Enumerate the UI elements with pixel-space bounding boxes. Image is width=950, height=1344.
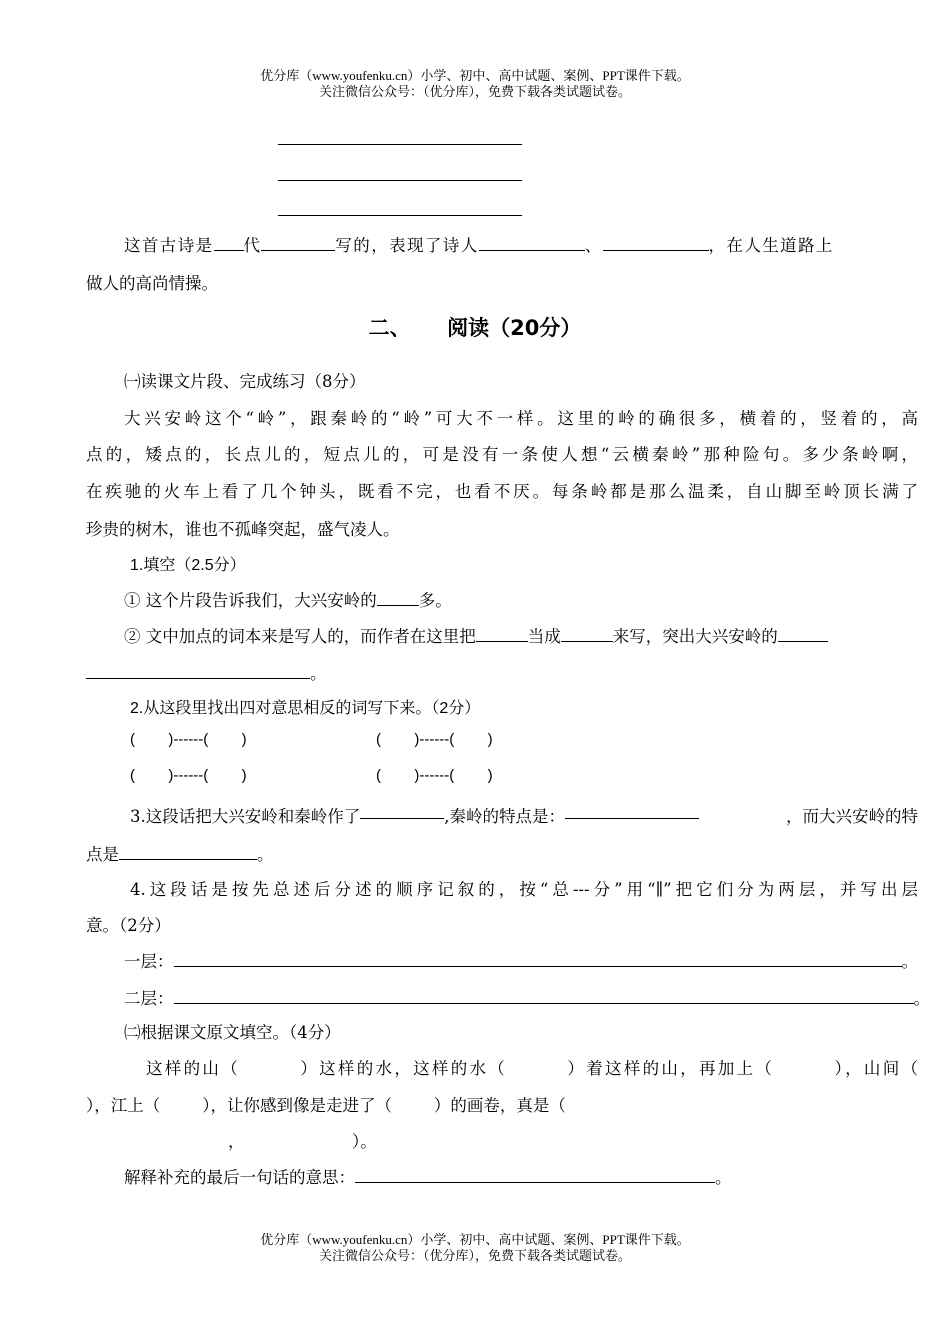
q1-a-blank[interactable] [377, 590, 419, 606]
poem-answer-line-3 [278, 215, 522, 216]
header-line-2: 关注微信公众号：（优分库），免费下载各类试题试卷。 [318, 84, 631, 99]
part2-line-3b: ）。 [352, 1132, 377, 1151]
q4-line-2: 意。（2分） [86, 916, 171, 935]
q3-blank-2[interactable] [565, 803, 699, 819]
virtue-blank-2[interactable] [603, 235, 709, 251]
passage-line-3: 在疾驰的火车上看了几个钟头，既看不完，也看不厌。每条岭都是那么温柔，自山脚至岭顶长满了 [86, 482, 918, 501]
q1-b-continued: 。 [86, 660, 327, 684]
q3-line-1: 3.这段话把大兴安岭和秦岭作了 ,秦岭的特点是： ，而大兴安岭的特 [130, 803, 918, 827]
dynasty-blank[interactable] [214, 235, 244, 251]
poem-summary-line-2: 做人的高尚情操。 [86, 274, 218, 293]
part2-line-1[interactable]: 这样的山（ ）这样的水，这样的水（ ）着这样的山，再加上（ ），山间（ [146, 1059, 918, 1078]
q4-layer-2: 二层： 。 [124, 989, 930, 1008]
part2-explain: 解释补充的最后一句话的意思： 。 [124, 1168, 732, 1187]
passage-line-4: 珍贵的树木，谁也不孤峰突起，盛气凌人。 [86, 520, 400, 539]
q2-pair-3[interactable]: ( )------( ) [130, 767, 247, 784]
q1-b-blank-4[interactable] [86, 663, 310, 679]
footer-line-2: 关注微信公众号：（优分库），免费下载各类试题试卷。 [318, 1248, 631, 1263]
q4-line-1: 4.这段话是按先总述后分述的顺序记叙的，按“总---分”用“∥”把它们分为两层，并写出层 [130, 880, 918, 899]
passage-line-2: 点的，矮点的，长点儿的，短点儿的，可是没有一条使人想“云横秦岭”那种险句。多少条岭啊， [86, 445, 918, 464]
q1-b: ② 文中加点的词本来是写人的，而作者在这里把 当成 来写，突出大兴安岭的 [124, 623, 828, 647]
virtue-blank-1[interactable] [479, 235, 585, 251]
passage-line-1: 大兴安岭这个“岭”，跟秦岭的“岭”可大不一样。这里的岭的确很多，横着的，竖着的，高 [124, 409, 918, 428]
section-title: 二、 阅读（20分） [368, 316, 582, 340]
q2-pair-2[interactable]: ( )------( ) [376, 731, 493, 748]
page-header [0, 68, 950, 100]
q3-blank-3[interactable] [119, 844, 257, 860]
poet-blank[interactable] [261, 235, 335, 251]
poem-answer-line-1 [278, 144, 522, 145]
page-footer [0, 1232, 950, 1264]
q1-b-blank-3[interactable] [778, 626, 828, 642]
part2-heading: ㈡根据课文原文填空。（4分） [124, 1023, 341, 1042]
q4-layer-1-blank[interactable] [174, 951, 902, 967]
q3-line-2: 点是 。 [86, 845, 274, 864]
header-line-1: 优分库（www.youfenku.cn）小学、初中、高中试题、案例、PPT课件下载。 [260, 68, 690, 83]
q2-label: 2.从这段里找出四对意思相反的词写下来。（2分） [130, 700, 481, 717]
q1-b-blank-1[interactable] [476, 626, 528, 642]
q3-blank-1[interactable] [360, 803, 444, 819]
part2-line-3a: ， [228, 1132, 245, 1151]
q2-pair-1[interactable]: ( )------( ) [130, 731, 247, 748]
footer-line-1: 优分库（www.youfenku.cn）小学、初中、高中试题、案例、PPT课件下载。 [260, 1232, 690, 1247]
q1-label: 1.填空（2.5分） [130, 557, 246, 574]
q2-pair-4[interactable]: ( )------( ) [376, 767, 493, 784]
poem-summary-line-1: 这首古诗是 代 写的，表现了诗人 、 ，在人生道路上 [124, 236, 834, 255]
poem-answer-line-2 [278, 180, 522, 181]
q4-layer-2-blank[interactable] [174, 988, 914, 1004]
part1-heading: ㈠读课文片段、完成练习（8分） [124, 372, 366, 391]
q4-layer-1: 一层： 。 [124, 952, 918, 971]
part2-explain-blank[interactable] [355, 1167, 715, 1183]
q1-a: ① 这个片段告诉我们，大兴安岭的 多。 [124, 591, 452, 610]
q1-b-blank-2[interactable] [561, 626, 613, 642]
part2-line-2[interactable]: ），江上（ ），让你感到像是走进了（ ）的画卷，真是（ [86, 1096, 566, 1115]
